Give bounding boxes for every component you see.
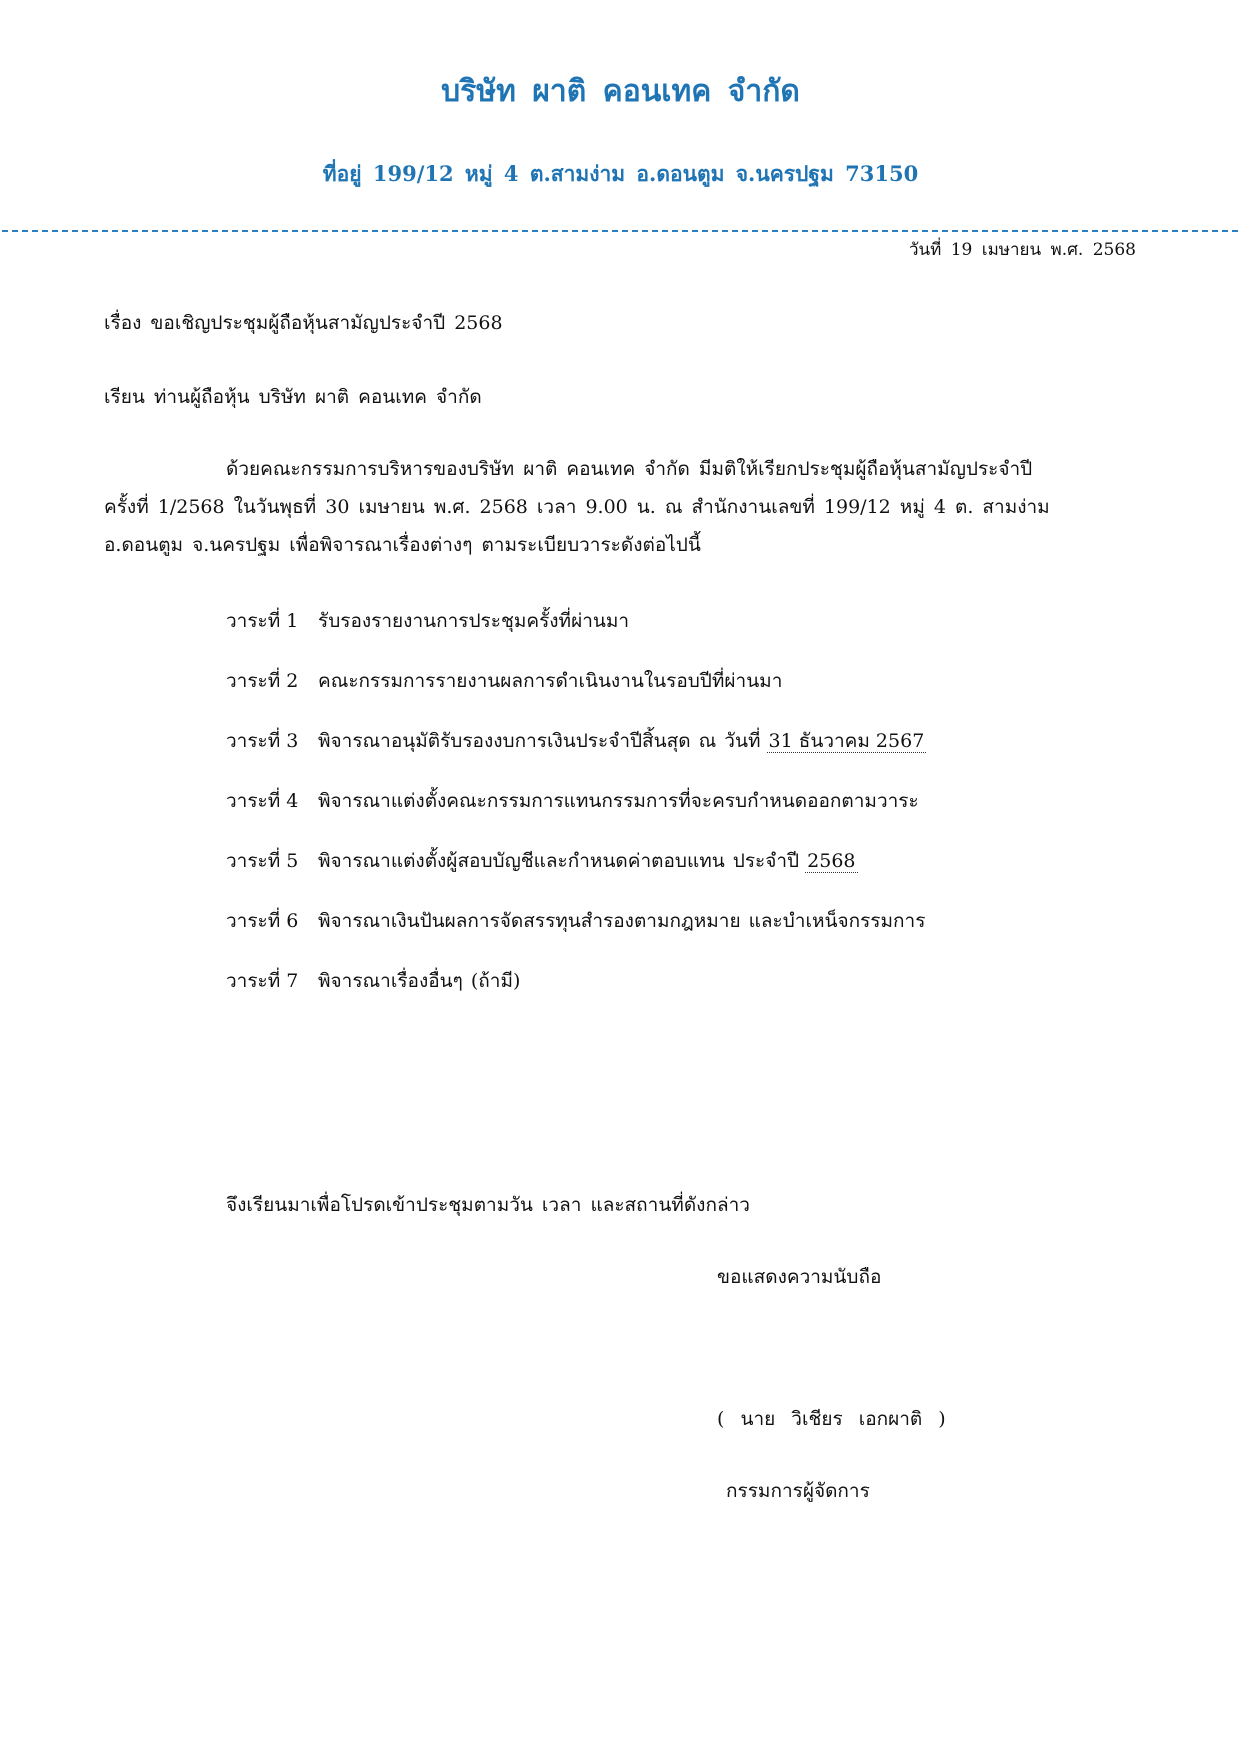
agenda-text: รับรองรายงานการประชุมครั้งที่ผ่านมา	[318, 610, 630, 632]
agenda-item	[226, 966, 520, 996]
body-line: ด้วยคณะกรรมการบริหารของบริษัท ผาติ คอนเทค จำกัด มีมติให้เรียกประชุมผู้ถือหุ้นสามัญประจำปี	[226, 458, 1033, 480]
agenda-number: วาระที่ 6	[226, 910, 299, 932]
agenda-item	[226, 846, 858, 876]
agenda-text: พิจารณาแต่งตั้งผู้สอบบัญชีและกำหนดค่าตอบแทน ประจำปี	[318, 850, 800, 872]
letter-recipient: เรียน ท่านผู้ถือหุ้น บริษัท ผาติ คอนเทค จำกัด	[104, 386, 482, 408]
agenda-underlined-date: 31 ธันวาคม 2567	[768, 730, 925, 752]
body-line: ครั้งที่ 1/2568 ในวันพุธที่ 30 เมษายน พ.ศ. 2568 เวลา 9.00 น. ณ สำนักงานเลขที่ 199/12 หมู่ 4 ต. สามง่าม	[104, 496, 1050, 518]
letter-subject: เรื่อง ขอเชิญประชุมผู้ถือหุ้นสามัญประจำปี 2568	[104, 312, 503, 334]
agenda-item	[226, 906, 925, 936]
agenda-text: พิจารณาเรื่องอื่นๆ (ถ้ามี)	[318, 970, 521, 992]
company-address: ที่อยู่ 199/12 หมู่ 4 ต.สามง่าม อ.ดอนตูม จ.นครปฐม 73150	[322, 161, 919, 186]
letter-date: วันที่ 19 เมษายน พ.ศ. 2568	[908, 240, 1136, 260]
agenda-number: วาระที่ 2	[226, 670, 299, 692]
agenda-text: พิจารณาแต่งตั้งคณะกรรมการแทนกรรมการที่จะครบกำหนดออกตามวาระ	[318, 790, 919, 812]
body-paragraph	[104, 450, 1144, 564]
agenda-underlined-year: 2568	[807, 850, 856, 872]
agenda-item	[226, 726, 926, 756]
company-name: บริษัท ผาติ คอนเทค จำกัด	[441, 74, 800, 109]
agenda-number: วาระที่ 5	[226, 850, 299, 872]
agenda-text: คณะกรรมการรายงานผลการดำเนินงานในรอบปีที่ผ่านมา	[318, 670, 783, 692]
agenda-number: วาระที่ 4	[226, 790, 299, 812]
agenda-item	[226, 606, 629, 636]
agenda-text: พิจารณาเงินปันผลการจัดสรรทุนสำรองตามกฎหมาย และบำเหน็จกรรมการ	[318, 910, 926, 932]
signer-position: กรรมการผู้จัดการ	[726, 1480, 870, 1502]
signer-name: ( นาย วิเชียร เอกผาติ )	[717, 1408, 946, 1430]
regards-text: ขอแสดงความนับถือ	[717, 1266, 882, 1288]
body-line: อ.ดอนตูม จ.นครปฐม เพื่อพิจารณาเรื่องต่างๆ ตามระเบียบวาระดังต่อไปนี้	[104, 534, 701, 556]
agenda-item	[226, 666, 782, 696]
agenda-number: วาระที่ 7	[226, 970, 299, 992]
closing-sentence: จึงเรียนมาเพื่อโปรดเข้าประชุมตามวัน เวลา และสถานที่ดังกล่าว	[226, 1194, 750, 1216]
agenda-text: พิจารณาอนุมัติรับรองงบการเงินประจำปีสิ้นสุด ณ วันที่	[318, 730, 761, 752]
header-divider	[2, 230, 1238, 232]
agenda-item	[226, 786, 919, 816]
agenda-number: วาระที่ 1	[226, 610, 299, 632]
agenda-number: วาระที่ 3	[226, 730, 299, 752]
